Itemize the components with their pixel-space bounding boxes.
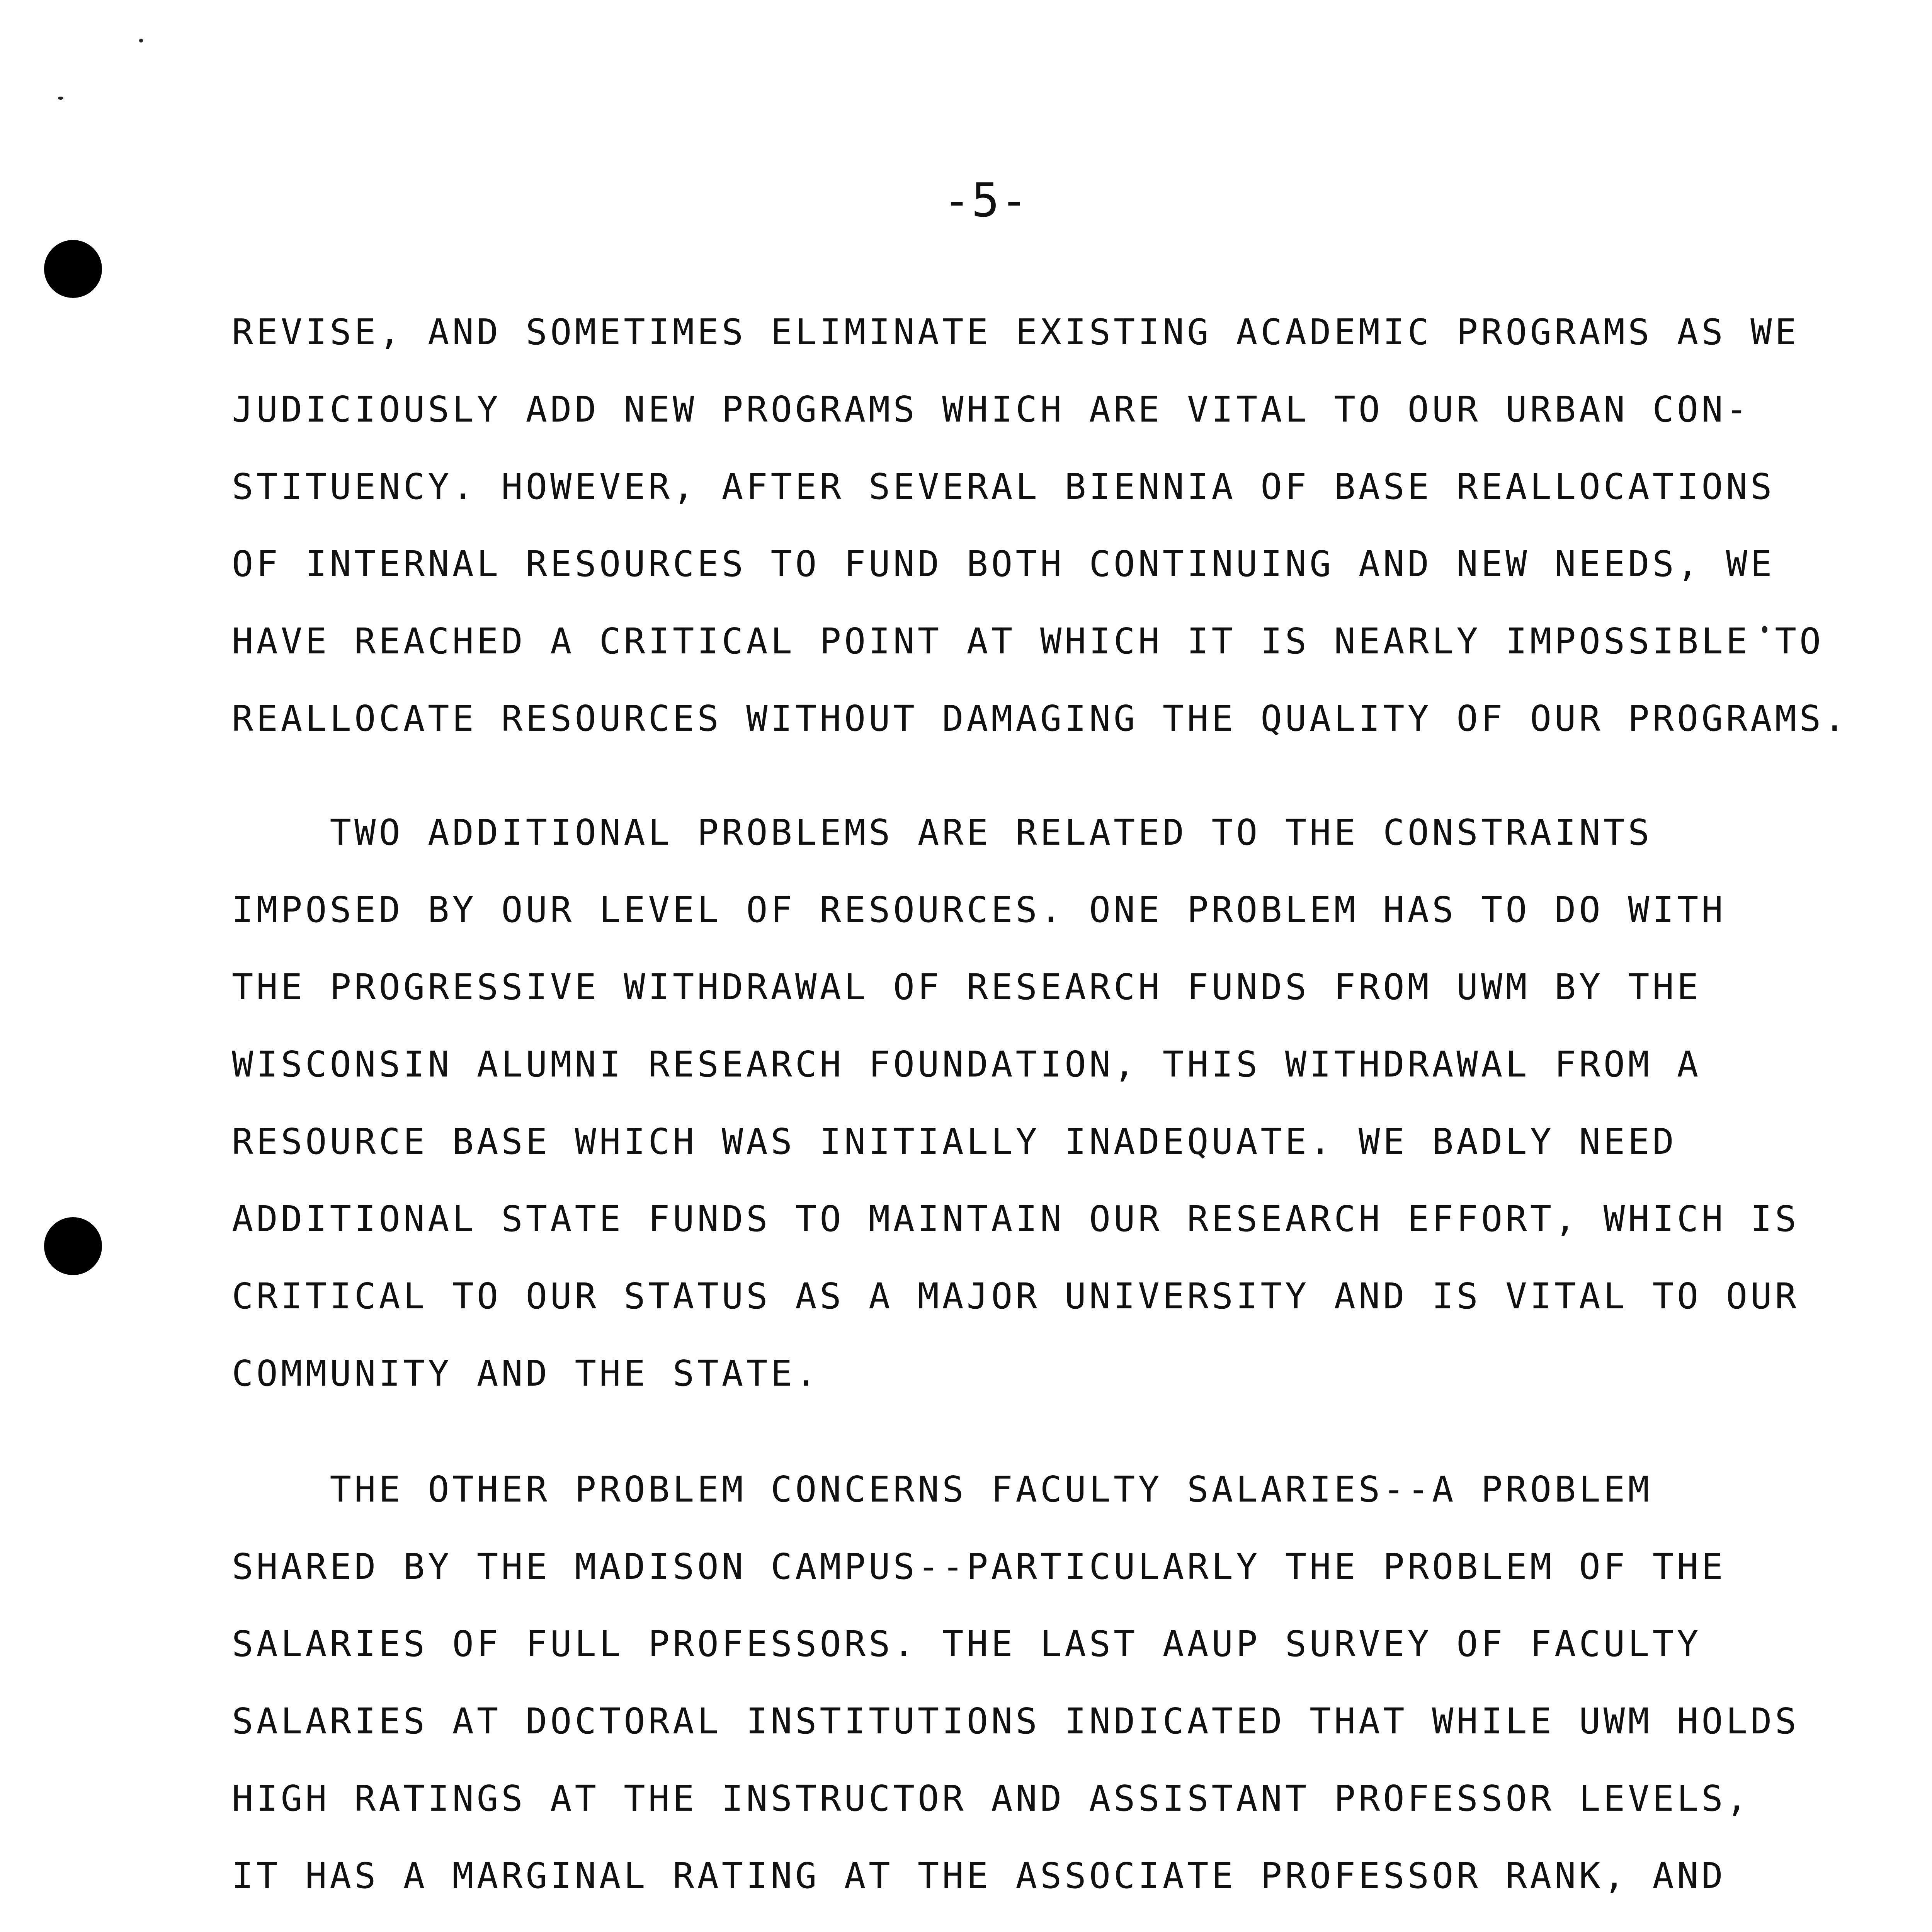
text-line: SHARED BY THE MADISON CAMPUS--PARTICULARLY THE PROBLEM OF THE (232, 1546, 1726, 1587)
text-line: IMPOSED BY OUR LEVEL OF RESOURCES. ONE PROBLEM HAS TO DO WITH (232, 889, 1726, 930)
scan-speck (58, 97, 63, 100)
text-line: ADDITIONAL STATE FUNDS TO MAINTAIN OUR RESEARCH EFFORT, WHICH IS (232, 1198, 1799, 1240)
text-line: STITUENCY. HOWEVER, AFTER SEVERAL BIENNIA OF BASE REALLOCATIONS (232, 466, 1775, 507)
text-line: OF INTERNAL RESOURCES TO FUND BOTH CONTINUING AND NEW NEEDS, WE (232, 543, 1775, 585)
text-line: CRITICAL TO OUR STATUS AS A MAJOR UNIVERSITY AND IS VITAL TO OUR (232, 1276, 1799, 1317)
text-line: JUDICIOUSLY ADD NEW PROGRAMS WHICH ARE VITAL TO OUR URBAN CON- (232, 389, 1751, 430)
text-line: THE PROGRESSIVE WITHDRAWAL OF RESEARCH FUNDS FROM UWM BY THE (232, 966, 1702, 1008)
text-line: REALLOCATE RESOURCES WITHOUT DAMAGING THE QUALITY OF OUR PROGRAMS. (232, 698, 1849, 739)
punch-hole-top (44, 240, 102, 298)
text-line: THE OTHER PROBLEM CONCERNS FACULTY SALARIES--A PROBLEM (232, 1469, 1653, 1510)
text-line: HAVE REACHED A CRITICAL POINT AT WHICH IT IS NEARLY IMPOSSIBLE TO (232, 621, 1824, 662)
paragraph-2 (232, 794, 1932, 1412)
text-line: TWO ADDITIONAL PROBLEMS ARE RELATED TO THE CONSTRAINTS (232, 812, 1653, 853)
text-line: WISCONSIN ALUMNI RESEARCH FOUNDATION, THIS WITHDRAWAL FROM A (232, 1044, 1702, 1085)
scan-speck (139, 39, 143, 43)
text-line (232, 1915, 1932, 1932)
text-line: RESOURCE BASE WHICH WAS INITIALLY INADEQUATE. WE BADLY NEED (232, 1121, 1677, 1162)
text-line: IT HAS A MARGINAL RATING AT THE ASSOCIATE PROFESSOR RANK, AND (232, 1855, 1726, 1896)
paragraph-1 (232, 294, 1932, 757)
page-number: -5- (943, 174, 1029, 228)
punch-hole-middle (44, 1217, 102, 1275)
text-line: COMMUNITY AND THE STATE. (232, 1353, 820, 1394)
text-line: REVISE, AND SOMETIMES ELIMINATE EXISTING ACADEMIC PROGRAMS AS WE (232, 311, 1799, 353)
paragraph-3 (232, 1451, 1932, 1932)
text-line: SALARIES AT DOCTORAL INSTITUTIONS INDICATED THAT WHILE UWM HOLDS (232, 1701, 1799, 1742)
text-line: HIGH RATINGS AT THE INSTRUCTOR AND ASSISTANT PROFESSOR LEVELS, (232, 1778, 1751, 1819)
text-line: SALARIES OF FULL PROFESSORS. THE LAST AAUP SURVEY OF FACULTY (232, 1623, 1702, 1665)
